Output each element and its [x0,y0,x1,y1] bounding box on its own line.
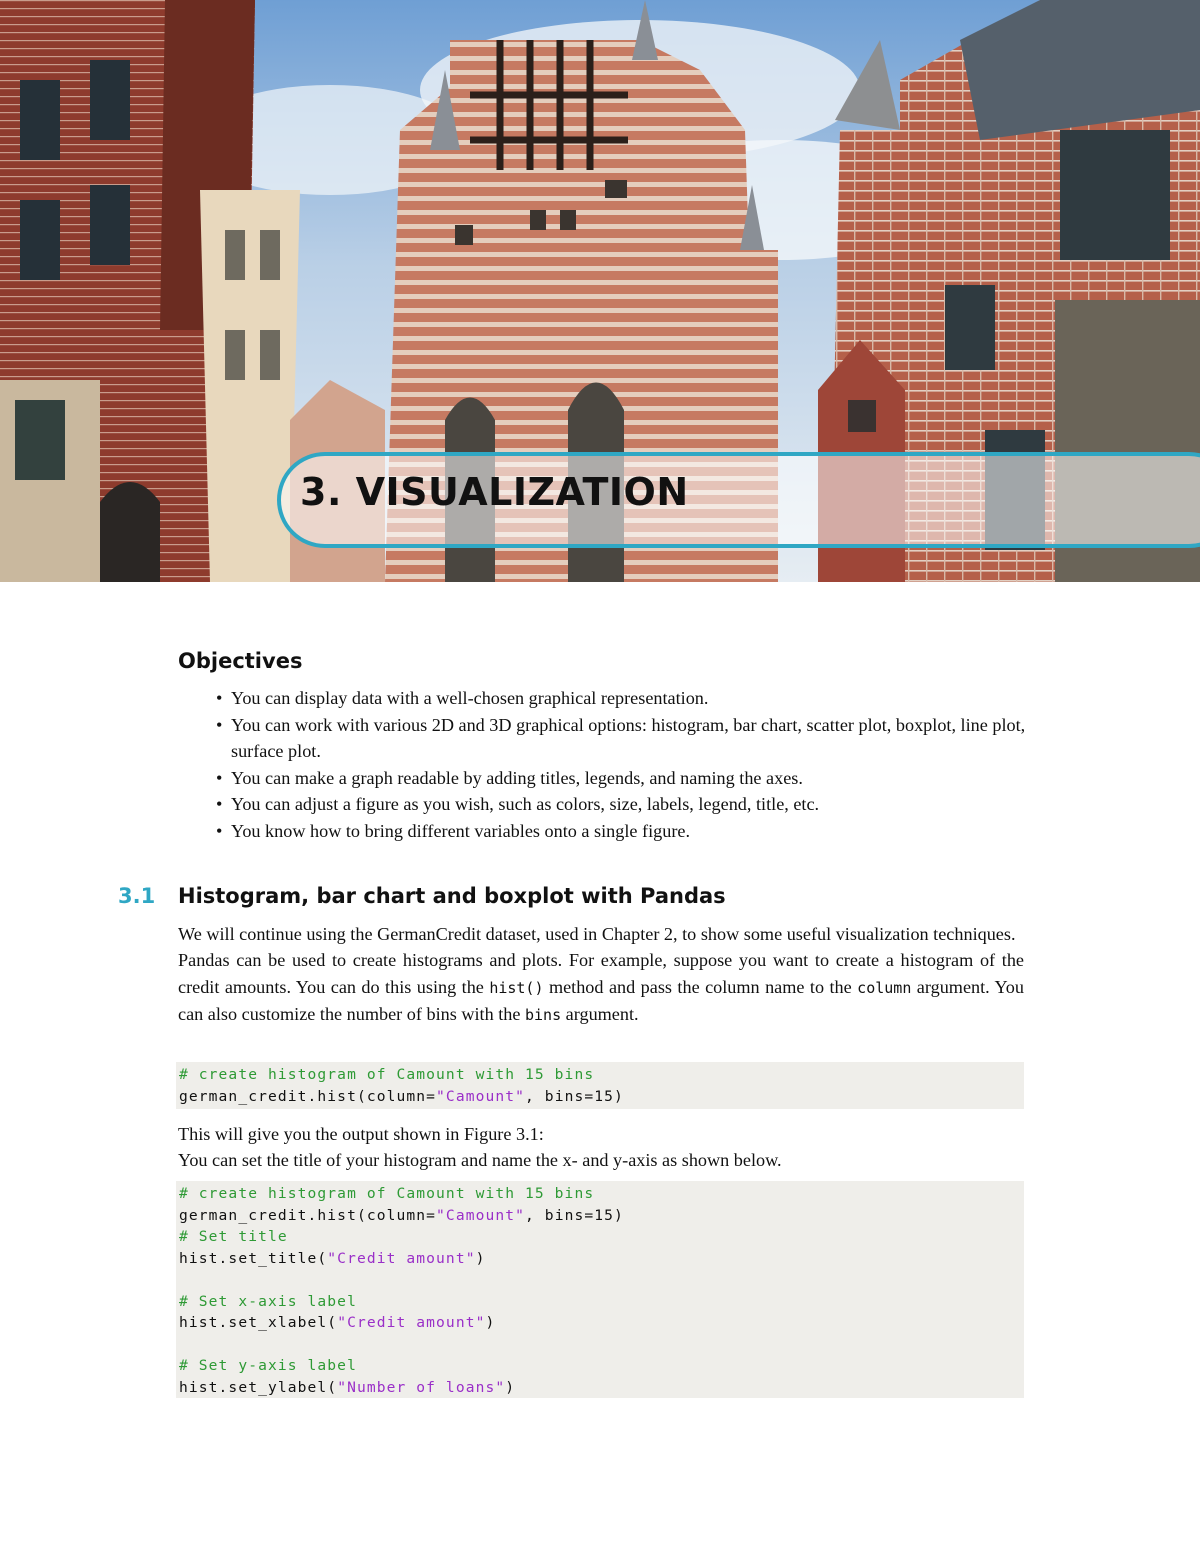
objectives-list [178,685,1028,844]
code-text: german_credit.hist(column= [179,1087,437,1105]
text-run: argument. You can also customize the number of bins with the [178,976,1024,1024]
section-followup [178,1121,1024,1174]
code-comment: # Set title [179,1228,288,1245]
inline-code: bins [525,1005,562,1024]
inline-code: hist() [489,978,544,997]
code-text: ) [475,1249,486,1267]
code-text: hist.set_title( [179,1249,328,1267]
code-comment: # Set x-axis label [179,1292,357,1310]
text-run: method and pass the column name to the [543,976,858,997]
section-title: Histogram, bar chart and boxplot with Pandas [178,884,726,908]
text-run: argument. [561,1003,639,1024]
code-text: ) [505,1378,516,1396]
code-string: "Credit amount" [327,1249,476,1267]
code-comment: # create histogram of Camount with 15 bins [179,1066,595,1083]
section-intro [178,921,1024,1028]
code-string: "Camount" [436,1206,526,1224]
code-string: "Camount" [436,1087,526,1105]
code-text: hist.set_ylabel( [179,1378,338,1396]
chapter-title: 3. VISUALIZATION [300,470,689,514]
paragraph: You can set the title of your histogram and name the x- and y-axis as shown below. [178,1150,782,1171]
code-text: , bins=15) [525,1087,624,1105]
code-text: , bins=15) [525,1206,624,1224]
objective-item: • You can adjust a figure as you wish, such as colors, size, labels, legend, title, etc. [178,791,1028,818]
text-run: Pandas can be used to create histograms and plots. For example, suppose you want to create a histogram of the credit amounts. You can do this using the [178,950,1024,997]
code-text: hist.set_xlabel( [179,1314,338,1331]
paragraph [178,947,1024,1028]
code-text: ) [485,1314,496,1331]
inline-code: column [857,978,912,997]
chapter-banner [0,0,1200,582]
code-string: "Credit amount" [337,1314,486,1331]
paragraph: This will give you the output shown in Figure 3.1: [178,1124,544,1144]
objective-item: • You know how to bring different variables onto a single figure. [178,818,1028,845]
code-comment: # Set y-axis label [179,1357,357,1374]
paragraph: We will continue using the GermanCredit dataset, used in Chapter 2, to show some useful visualization techniques. [178,924,1016,944]
objectives-heading: Objectives [178,649,303,673]
code-string: "Number of loans" [337,1378,506,1396]
section-number: 3.1 [118,884,156,908]
code-comment: # create histogram of Camount with 15 bins [179,1185,595,1202]
objective-item: • You can work with various 2D and 3D graphical options: histogram, bar chart, scatter plot, boxplot, line plot, surface plot. [178,712,1028,765]
code-block [176,1181,1024,1398]
objective-item: • You can make a graph readable by adding titles, legends, and naming the axes. [178,765,1028,792]
objective-item: • You can display data with a well-chosen graphical representation. [178,685,1028,712]
code-block [176,1062,1024,1109]
code-text: german_credit.hist(column= [179,1206,437,1224]
